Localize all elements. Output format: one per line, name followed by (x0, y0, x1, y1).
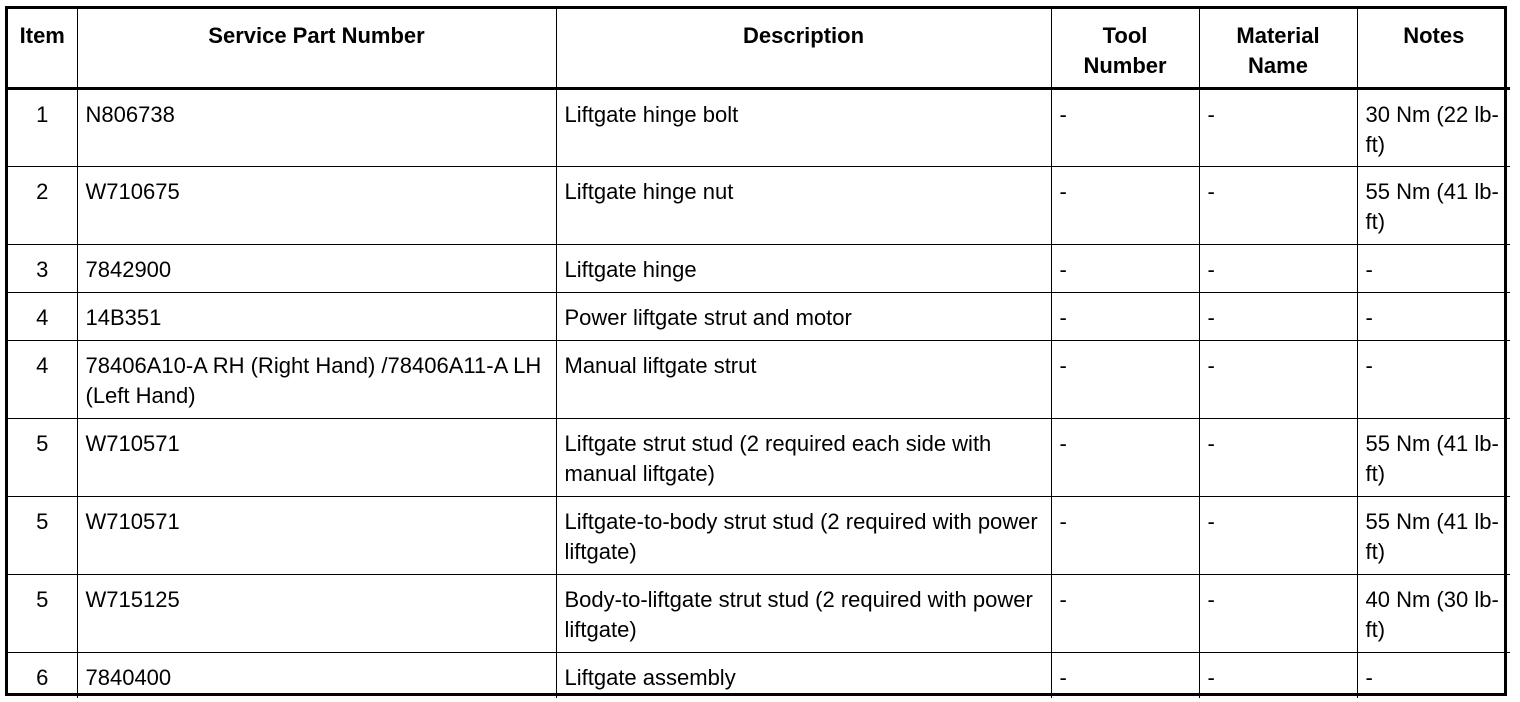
item-cell: 5 (8, 497, 77, 575)
header-item: Item (8, 9, 77, 89)
material-name-cell: - (1199, 245, 1357, 293)
notes-cell: 30 Nm (22 lb-ft) (1357, 89, 1510, 167)
header-notes: Notes (1357, 9, 1510, 89)
notes-cell: 55 Nm (41 lb-ft) (1357, 419, 1510, 497)
description-cell: Liftgate hinge nut (556, 167, 1051, 245)
table-row (8, 341, 1510, 419)
material-name-cell: - (1199, 167, 1357, 245)
tool-number-cell: - (1051, 293, 1199, 341)
material-name-cell: - (1199, 341, 1357, 419)
part-number-cell: N806738 (77, 89, 556, 167)
notes-cell: 40 Nm (30 lb-ft) (1357, 575, 1510, 653)
table-row (8, 575, 1510, 653)
item-cell: 5 (8, 575, 77, 653)
description-cell: Liftgate assembly (556, 653, 1051, 698)
material-name-cell: - (1199, 497, 1357, 575)
table-row (8, 89, 1510, 167)
header-tool-number: Tool Number (1051, 9, 1199, 89)
item-cell: 3 (8, 245, 77, 293)
notes-cell: - (1357, 653, 1510, 698)
tool-number-cell: - (1051, 497, 1199, 575)
table-row (8, 167, 1510, 245)
table-row (8, 653, 1510, 698)
material-name-cell: - (1199, 653, 1357, 698)
item-cell: 1 (8, 89, 77, 167)
notes-cell: 55 Nm (41 lb-ft) (1357, 167, 1510, 245)
notes-cell: - (1357, 245, 1510, 293)
tool-number-cell: - (1051, 89, 1199, 167)
item-cell: 5 (8, 419, 77, 497)
table-row (8, 245, 1510, 293)
tool-number-cell: - (1051, 167, 1199, 245)
part-number-cell: W710571 (77, 419, 556, 497)
tool-number-cell: - (1051, 341, 1199, 419)
tool-number-cell: - (1051, 575, 1199, 653)
tool-number-cell: - (1051, 245, 1199, 293)
material-name-cell: - (1199, 293, 1357, 341)
item-cell: 4 (8, 293, 77, 341)
part-number-cell: 7840400 (77, 653, 556, 698)
material-name-cell: - (1199, 575, 1357, 653)
part-number-cell: W710571 (77, 497, 556, 575)
header-service-part-number: Service Part Number (77, 9, 556, 89)
description-cell: Power liftgate strut and motor (556, 293, 1051, 341)
material-name-cell: - (1199, 89, 1357, 167)
part-number-cell: 14B351 (77, 293, 556, 341)
part-number-cell: 78406A10-A RH (Right Hand) /78406A11-A LH (Left Hand) (77, 341, 556, 419)
part-number-cell: W715125 (77, 575, 556, 653)
description-cell: Manual liftgate strut (556, 341, 1051, 419)
notes-cell: 55 Nm (41 lb-ft) (1357, 497, 1510, 575)
part-number-cell: W710675 (77, 167, 556, 245)
parts-table (8, 9, 1510, 698)
table-row (8, 419, 1510, 497)
table-row (8, 497, 1510, 575)
description-cell: Liftgate strut stud (2 required each side with manual liftgate) (556, 419, 1051, 497)
description-cell: Liftgate hinge bolt (556, 89, 1051, 167)
description-cell: Body-to-liftgate strut stud (2 required with power liftgate) (556, 575, 1051, 653)
item-cell: 2 (8, 167, 77, 245)
table-row (8, 293, 1510, 341)
material-name-cell: - (1199, 419, 1357, 497)
tool-number-cell: - (1051, 653, 1199, 698)
header-material-name: Material Name (1199, 9, 1357, 89)
notes-cell: - (1357, 341, 1510, 419)
item-cell: 6 (8, 653, 77, 698)
header-description: Description (556, 9, 1051, 89)
part-number-cell: 7842900 (77, 245, 556, 293)
notes-cell: - (1357, 293, 1510, 341)
description-cell: Liftgate hinge (556, 245, 1051, 293)
table-header-row (8, 9, 1510, 89)
item-cell: 4 (8, 341, 77, 419)
parts-table-frame (5, 6, 1507, 696)
tool-number-cell: - (1051, 419, 1199, 497)
description-cell: Liftgate-to-body strut stud (2 required with power liftgate) (556, 497, 1051, 575)
